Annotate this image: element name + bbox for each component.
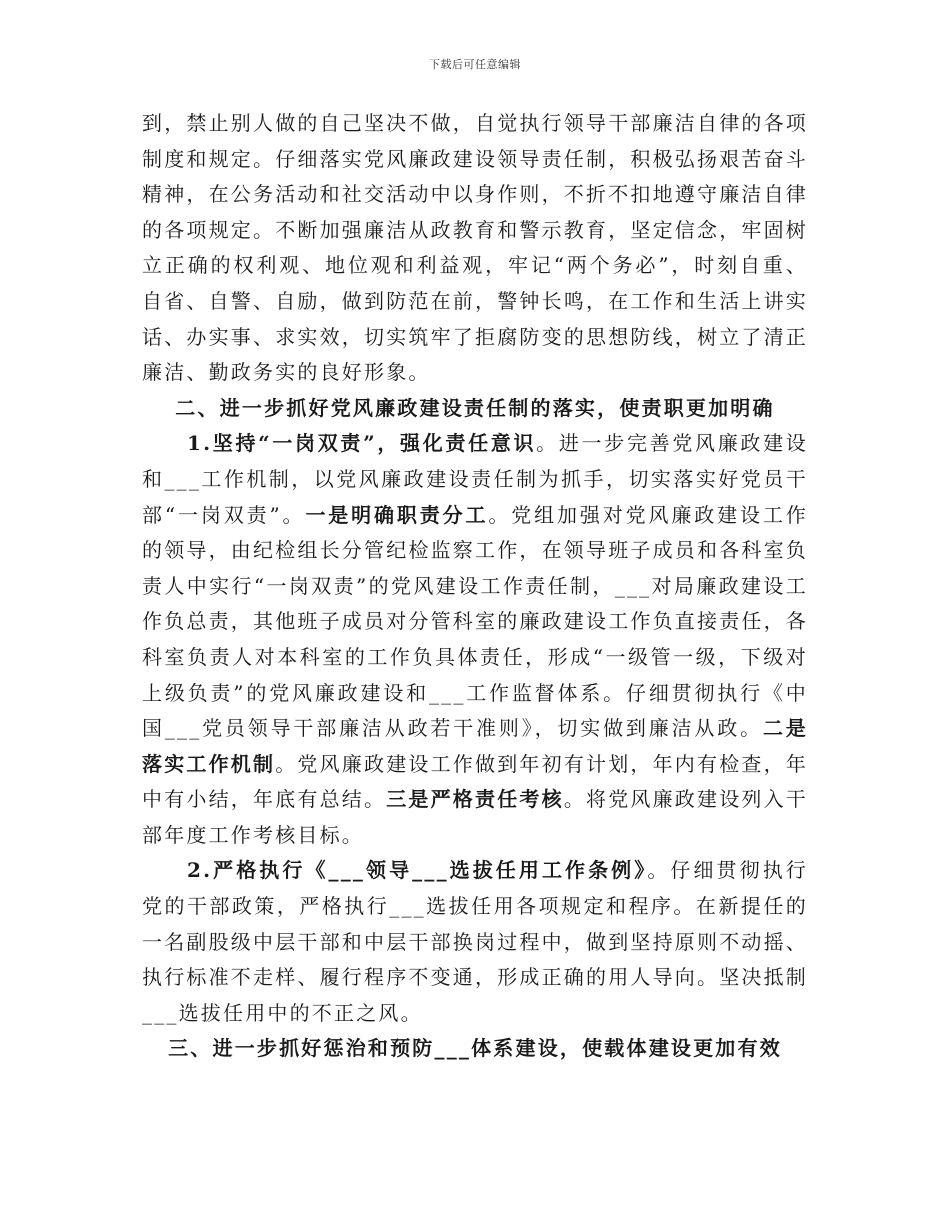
- item-1-text-4: 。将党风廉政建设列入干部年度工作考核目标。: [142, 787, 809, 847]
- item-2-text: 。仔细贯彻执行党的干部政策，严格执行___选拔任用各项规定和程序。在新提任的一名副股级中层干部和中层干部换岗过程中，做到坚持原则不动摇、执行标准不走样、履行程序不变通，形成正确的用人导向。坚决抵制___选拔任用中的不正之风。: [142, 858, 808, 1025]
- paragraph-item-2: [142, 853, 808, 1031]
- item-1-text-3: 。党风廉政建设工作做到年初有计划，年内有检查，年中有小结，年底有总结。: [142, 751, 809, 812]
- item-1-text-1: 。进一步完善党风廉政建设和___工作机制，以党风廉政建设责任制为抓手，切实落实好党员干部“一岗双责”。: [142, 431, 808, 527]
- page-header: 下载后可任意编辑: [429, 58, 521, 71]
- paragraph-item-1: [142, 426, 808, 853]
- paragraph-discipline: 到，禁止别人做的自己坚决不做，自觉执行领导干部廉洁自律的各项制度和规定。仔细落实党风廉政建设领导责任制，积极弘扬艰苦奋斗精神，在公务活动和社交活动中以身作则，不折不扣地遵守廉洁自律的各项规定。不断加强廉洁从政教育和警示教育，坚定信念，牢固树立正确的权利观、地位观和利益观，牢记“两个务必”，时刻自重、自省、自警、自励，做到防范在前，警钟长鸣，在工作和生活上讲实话、办实事、求实效，切实筑牢了拒腐防变的思想防线，树立了清正廉洁、勤政务实的良好形象。: [142, 111, 808, 385]
- item-1-point-1: 一是明确职责分工: [305, 502, 489, 527]
- item-1-text-2: 。党组加强对党风廉政建设工作的领导，由纪检组长分管纪检监察工作，在领导班子成员和各科室负责人中实行“一岗双责”的党风建设工作责任制，___对局廉政建设工作负总责，其他班子成员对分管科室的廉政建设工作负直接责任，各科室负责人对本科室的工作负具体责任，形成“一级管一级，下级对上级负责”的党风廉政建设和___工作监督体系。仔细贯彻执行《中国___党员领导干部廉洁从政若干准则》，切实做到廉洁从政。: [142, 502, 808, 741]
- item-1-point-2: 二是落实工作机制: [142, 716, 808, 776]
- document-body: [142, 106, 808, 1067]
- item-2-title: 2.严格执行《___领导___选拔任用工作条例》: [187, 858, 648, 883]
- section-heading-2: 二、进一步抓好党风廉政建设责任制的落实，使责职更加明确: [175, 395, 775, 420]
- section-heading-3: 三、进一步抓好惩治和预防___体系建设，使载体建设更加有效: [168, 1036, 782, 1061]
- item-1-title: 1.坚持“一岗双责”，强化责任意识: [187, 431, 537, 456]
- item-1-point-3: 三是严格责任考核: [386, 787, 564, 812]
